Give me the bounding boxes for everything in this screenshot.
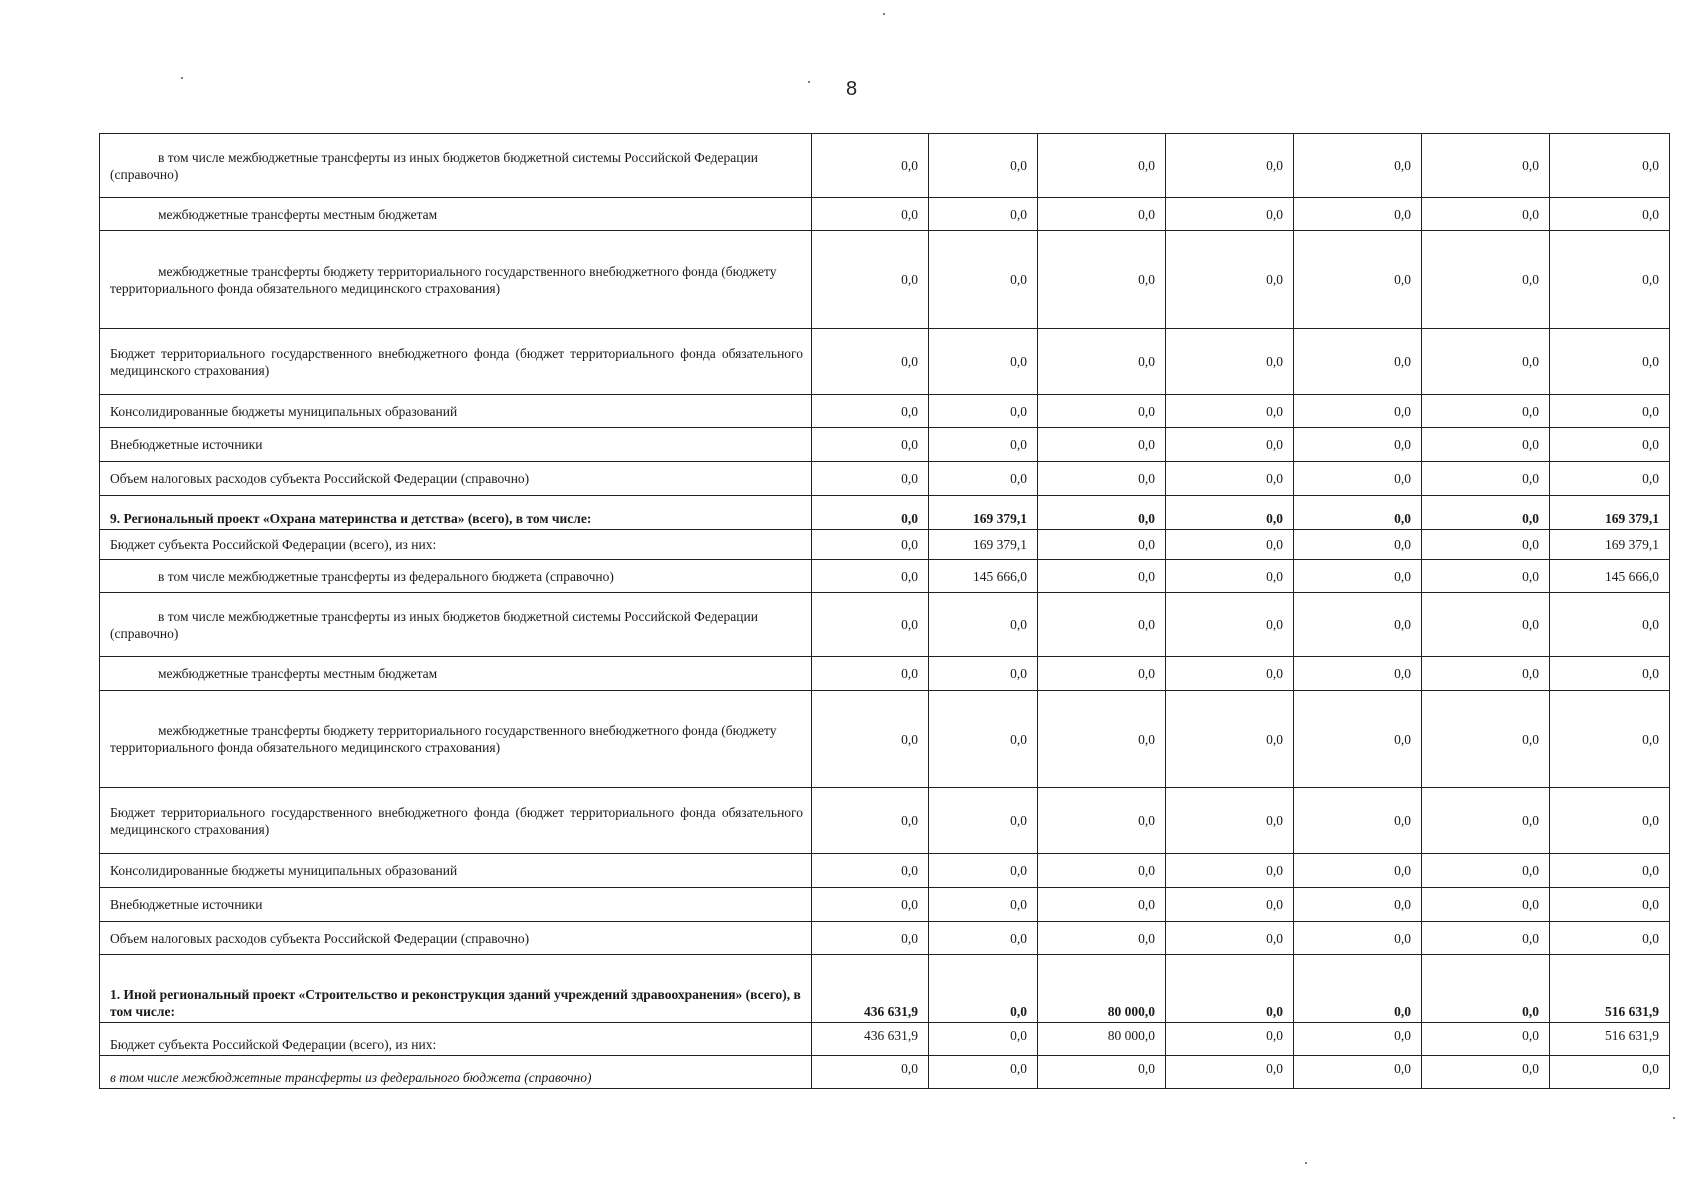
cell-value: 0,0 [929,1056,1038,1089]
cell-value: 0,0 [1422,496,1550,530]
cell-value: 0,0 [1166,657,1294,691]
cell-value: 80 000,0 [1038,1023,1166,1056]
cell-value: 0,0 [1166,1023,1294,1056]
row-label: Объем налоговых расходов субъекта Российской Федерации (справочно) [100,462,812,496]
cell-value: 0,0 [1294,329,1422,395]
cell-value: 0,0 [1294,1023,1422,1056]
table-row [100,428,1670,462]
cell-value: 0,0 [1294,395,1422,428]
cell-value: 0,0 [1038,395,1166,428]
cell-value: 0,0 [1038,231,1166,329]
cell-value: 0,0 [812,854,929,888]
scan-speck [1673,1117,1675,1119]
table-row [100,496,1670,530]
cell-value: 0,0 [1166,691,1294,788]
row-label: в том числе межбюджетные трансферты из федерального бюджета (справочно) [100,1056,812,1089]
cell-value: 0,0 [1422,462,1550,496]
cell-value: 0,0 [1166,462,1294,496]
cell-value: 0,0 [929,198,1038,231]
cell-value: 0,0 [1166,888,1294,922]
cell-value: 0,0 [1166,593,1294,657]
cell-value: 0,0 [1550,691,1670,788]
cell-value: 0,0 [1422,657,1550,691]
cell-value: 0,0 [1038,888,1166,922]
cell-value: 0,0 [1422,395,1550,428]
cell-value: 0,0 [1038,593,1166,657]
row-label: Консолидированные бюджеты муниципальных образований [100,395,812,428]
cell-value: 0,0 [812,593,929,657]
cell-value: 0,0 [1166,428,1294,462]
cell-value: 0,0 [812,428,929,462]
cell-value: 516 631,9 [1550,1023,1670,1056]
table-row [100,657,1670,691]
cell-value: 0,0 [929,955,1038,1023]
cell-value: 0,0 [929,428,1038,462]
row-label: Бюджет субъекта Российской Федерации (всего), из них: [100,1023,812,1056]
cell-value: 0,0 [1550,198,1670,231]
cell-value: 0,0 [1294,922,1422,955]
cell-value: 0,0 [1294,134,1422,198]
row-label: межбюджетные трансферты местным бюджетам [100,657,812,691]
cell-value: 0,0 [1166,854,1294,888]
cell-value: 436 631,9 [812,955,929,1023]
cell-value: 0,0 [1294,657,1422,691]
cell-value: 169 379,1 [1550,496,1670,530]
table-row [100,854,1670,888]
cell-value: 0,0 [812,691,929,788]
cell-value: 0,0 [1038,922,1166,955]
cell-value: 0,0 [1166,198,1294,231]
row-label: Бюджет территориального государственного внебюджетного фонда (бюджет территориального фонда обязательного медицинского страхования) [100,329,812,395]
cell-value: 0,0 [1550,395,1670,428]
cell-value: 0,0 [1166,134,1294,198]
cell-value: 0,0 [1038,530,1166,560]
cell-value: 0,0 [1166,788,1294,854]
cell-value: 0,0 [812,530,929,560]
cell-value: 0,0 [1294,428,1422,462]
cell-value: 0,0 [1294,496,1422,530]
cell-value: 0,0 [1550,1056,1670,1089]
cell-value: 0,0 [812,329,929,395]
cell-value: 0,0 [812,888,929,922]
table-row [100,922,1670,955]
table-row [100,530,1670,560]
cell-value: 0,0 [1422,888,1550,922]
cell-value: 0,0 [1294,198,1422,231]
cell-value: 0,0 [1038,462,1166,496]
row-label: Бюджет субъекта Российской Федерации (всего), из них: [100,530,812,560]
cell-value: 0,0 [812,657,929,691]
cell-value: 0,0 [1038,691,1166,788]
cell-value: 0,0 [1422,560,1550,593]
scan-speck [808,81,810,83]
cell-value: 0,0 [1422,1023,1550,1056]
cell-value: 0,0 [1550,593,1670,657]
cell-value: 0,0 [929,593,1038,657]
cell-value: 0,0 [929,657,1038,691]
cell-value: 0,0 [812,560,929,593]
cell-value: 0,0 [1422,530,1550,560]
cell-value: 0,0 [1422,198,1550,231]
cell-value: 0,0 [1550,922,1670,955]
cell-value: 0,0 [1550,888,1670,922]
cell-value: 0,0 [1294,888,1422,922]
table-row [100,231,1670,329]
cell-value: 0,0 [1294,854,1422,888]
cell-value: 0,0 [1294,691,1422,788]
cell-value: 0,0 [1294,231,1422,329]
cell-value: 0,0 [1294,462,1422,496]
cell-value: 0,0 [1038,788,1166,854]
cell-value: 0,0 [1550,231,1670,329]
cell-value: 0,0 [1422,428,1550,462]
cell-value: 169 379,1 [929,530,1038,560]
table-row [100,593,1670,657]
table-row [100,788,1670,854]
cell-value: 0,0 [1550,428,1670,462]
cell-value: 0,0 [1294,530,1422,560]
cell-value: 0,0 [1550,462,1670,496]
cell-value: 0,0 [1038,428,1166,462]
row-label: Объем налоговых расходов субъекта Российской Федерации (справочно) [100,922,812,955]
cell-value: 0,0 [929,922,1038,955]
cell-value: 0,0 [812,1056,929,1089]
cell-value: 0,0 [929,888,1038,922]
cell-value: 0,0 [812,198,929,231]
cell-value: 0,0 [1166,329,1294,395]
cell-value: 0,0 [929,1023,1038,1056]
table-row [100,560,1670,593]
cell-value: 0,0 [1422,922,1550,955]
page-number: 8 [845,78,858,100]
cell-value: 0,0 [1166,560,1294,593]
cell-value: 0,0 [929,854,1038,888]
cell-value: 516 631,9 [1550,955,1670,1023]
row-label: 9. Региональный проект «Охрана материнства и детства» (всего), в том числе: [100,496,812,530]
cell-value: 0,0 [1550,134,1670,198]
cell-value: 0,0 [812,395,929,428]
cell-value: 0,0 [1422,593,1550,657]
cell-value: 0,0 [929,134,1038,198]
scan-speck [181,77,183,79]
cell-value: 0,0 [929,231,1038,329]
cell-value: 436 631,9 [812,1023,929,1056]
cell-value: 0,0 [1166,922,1294,955]
cell-value: 0,0 [1550,329,1670,395]
cell-value: 145 666,0 [1550,560,1670,593]
cell-value: 0,0 [1294,593,1422,657]
cell-value: 0,0 [929,691,1038,788]
cell-value: 0,0 [812,134,929,198]
cell-value: 0,0 [1166,395,1294,428]
cell-value: 0,0 [1038,496,1166,530]
cell-value: 145 666,0 [929,560,1038,593]
row-label: в том числе межбюджетные трансферты из федерального бюджета (справочно) [100,560,812,593]
cell-value: 0,0 [1422,1056,1550,1089]
cell-value: 0,0 [1422,134,1550,198]
cell-value: 0,0 [1166,496,1294,530]
cell-value: 0,0 [1166,1056,1294,1089]
table-row [100,955,1670,1023]
cell-value: 0,0 [1038,198,1166,231]
table-row [100,462,1670,496]
cell-value: 169 379,1 [929,496,1038,530]
cell-value: 0,0 [1550,788,1670,854]
cell-value: 0,0 [812,922,929,955]
cell-value: 0,0 [1422,231,1550,329]
row-label: Внебюджетные источники [100,428,812,462]
cell-value: 0,0 [1294,560,1422,593]
cell-value: 0,0 [1550,854,1670,888]
cell-value: 0,0 [1166,530,1294,560]
cell-value: 0,0 [1038,329,1166,395]
cell-value: 0,0 [1422,329,1550,395]
cell-value: 0,0 [1294,788,1422,854]
row-label: межбюджетные трансферты местным бюджетам [100,198,812,231]
cell-value: 0,0 [1294,1056,1422,1089]
cell-value: 0,0 [929,395,1038,428]
cell-value: 0,0 [929,329,1038,395]
cell-value: 0,0 [1038,1056,1166,1089]
row-label: межбюджетные трансферты бюджету территориального государственного внебюджетного фонда (бюджету территориального фонда обязательного медицинского страхования) [100,691,812,788]
cell-value: 0,0 [1550,657,1670,691]
cell-value: 0,0 [1038,854,1166,888]
table-row [100,888,1670,922]
row-label: Консолидированные бюджеты муниципальных образований [100,854,812,888]
cell-value: 0,0 [1422,955,1550,1023]
cell-value: 0,0 [1166,955,1294,1023]
cell-value: 0,0 [1422,788,1550,854]
cell-value: 0,0 [929,788,1038,854]
table-row [100,691,1670,788]
scan-speck [883,13,885,15]
cell-value: 0,0 [1166,231,1294,329]
cell-value: 0,0 [812,462,929,496]
scan-speck [1305,1162,1307,1164]
cell-value: 0,0 [1038,657,1166,691]
cell-value: 0,0 [929,462,1038,496]
cell-value: 0,0 [1038,134,1166,198]
row-label: Бюджет территориального государственного внебюджетного фонда (бюджет территориального фонда обязательного медицинского страхования) [100,788,812,854]
cell-value: 0,0 [812,496,929,530]
cell-value: 0,0 [1294,955,1422,1023]
cell-value: 0,0 [812,231,929,329]
cell-value: 169 379,1 [1550,530,1670,560]
table-row [100,329,1670,395]
table-row [100,1056,1670,1089]
row-label: в том числе межбюджетные трансферты из иных бюджетов бюджетной системы Российской Федерации (справочно) [100,134,812,198]
table-row [100,134,1670,198]
cell-value: 0,0 [1422,854,1550,888]
cell-value: 0,0 [1038,560,1166,593]
row-label: в том числе межбюджетные трансферты из иных бюджетов бюджетной системы Российской Федерации (справочно) [100,593,812,657]
row-label: межбюджетные трансферты бюджету территориального государственного внебюджетного фонда (бюджету территориального фонда обязательного медицинского страхования) [100,231,812,329]
cell-value: 80 000,0 [1038,955,1166,1023]
table-row [100,1023,1670,1056]
table-row [100,395,1670,428]
row-label: 1. Иной региональный проект «Строительство и реконструкция зданий учреждений здравоохранения» (всего), в том числе: [100,955,812,1023]
cell-value: 0,0 [812,788,929,854]
budget-table [99,133,1670,1089]
table-row [100,198,1670,231]
row-label: Внебюджетные источники [100,888,812,922]
cell-value: 0,0 [1422,691,1550,788]
